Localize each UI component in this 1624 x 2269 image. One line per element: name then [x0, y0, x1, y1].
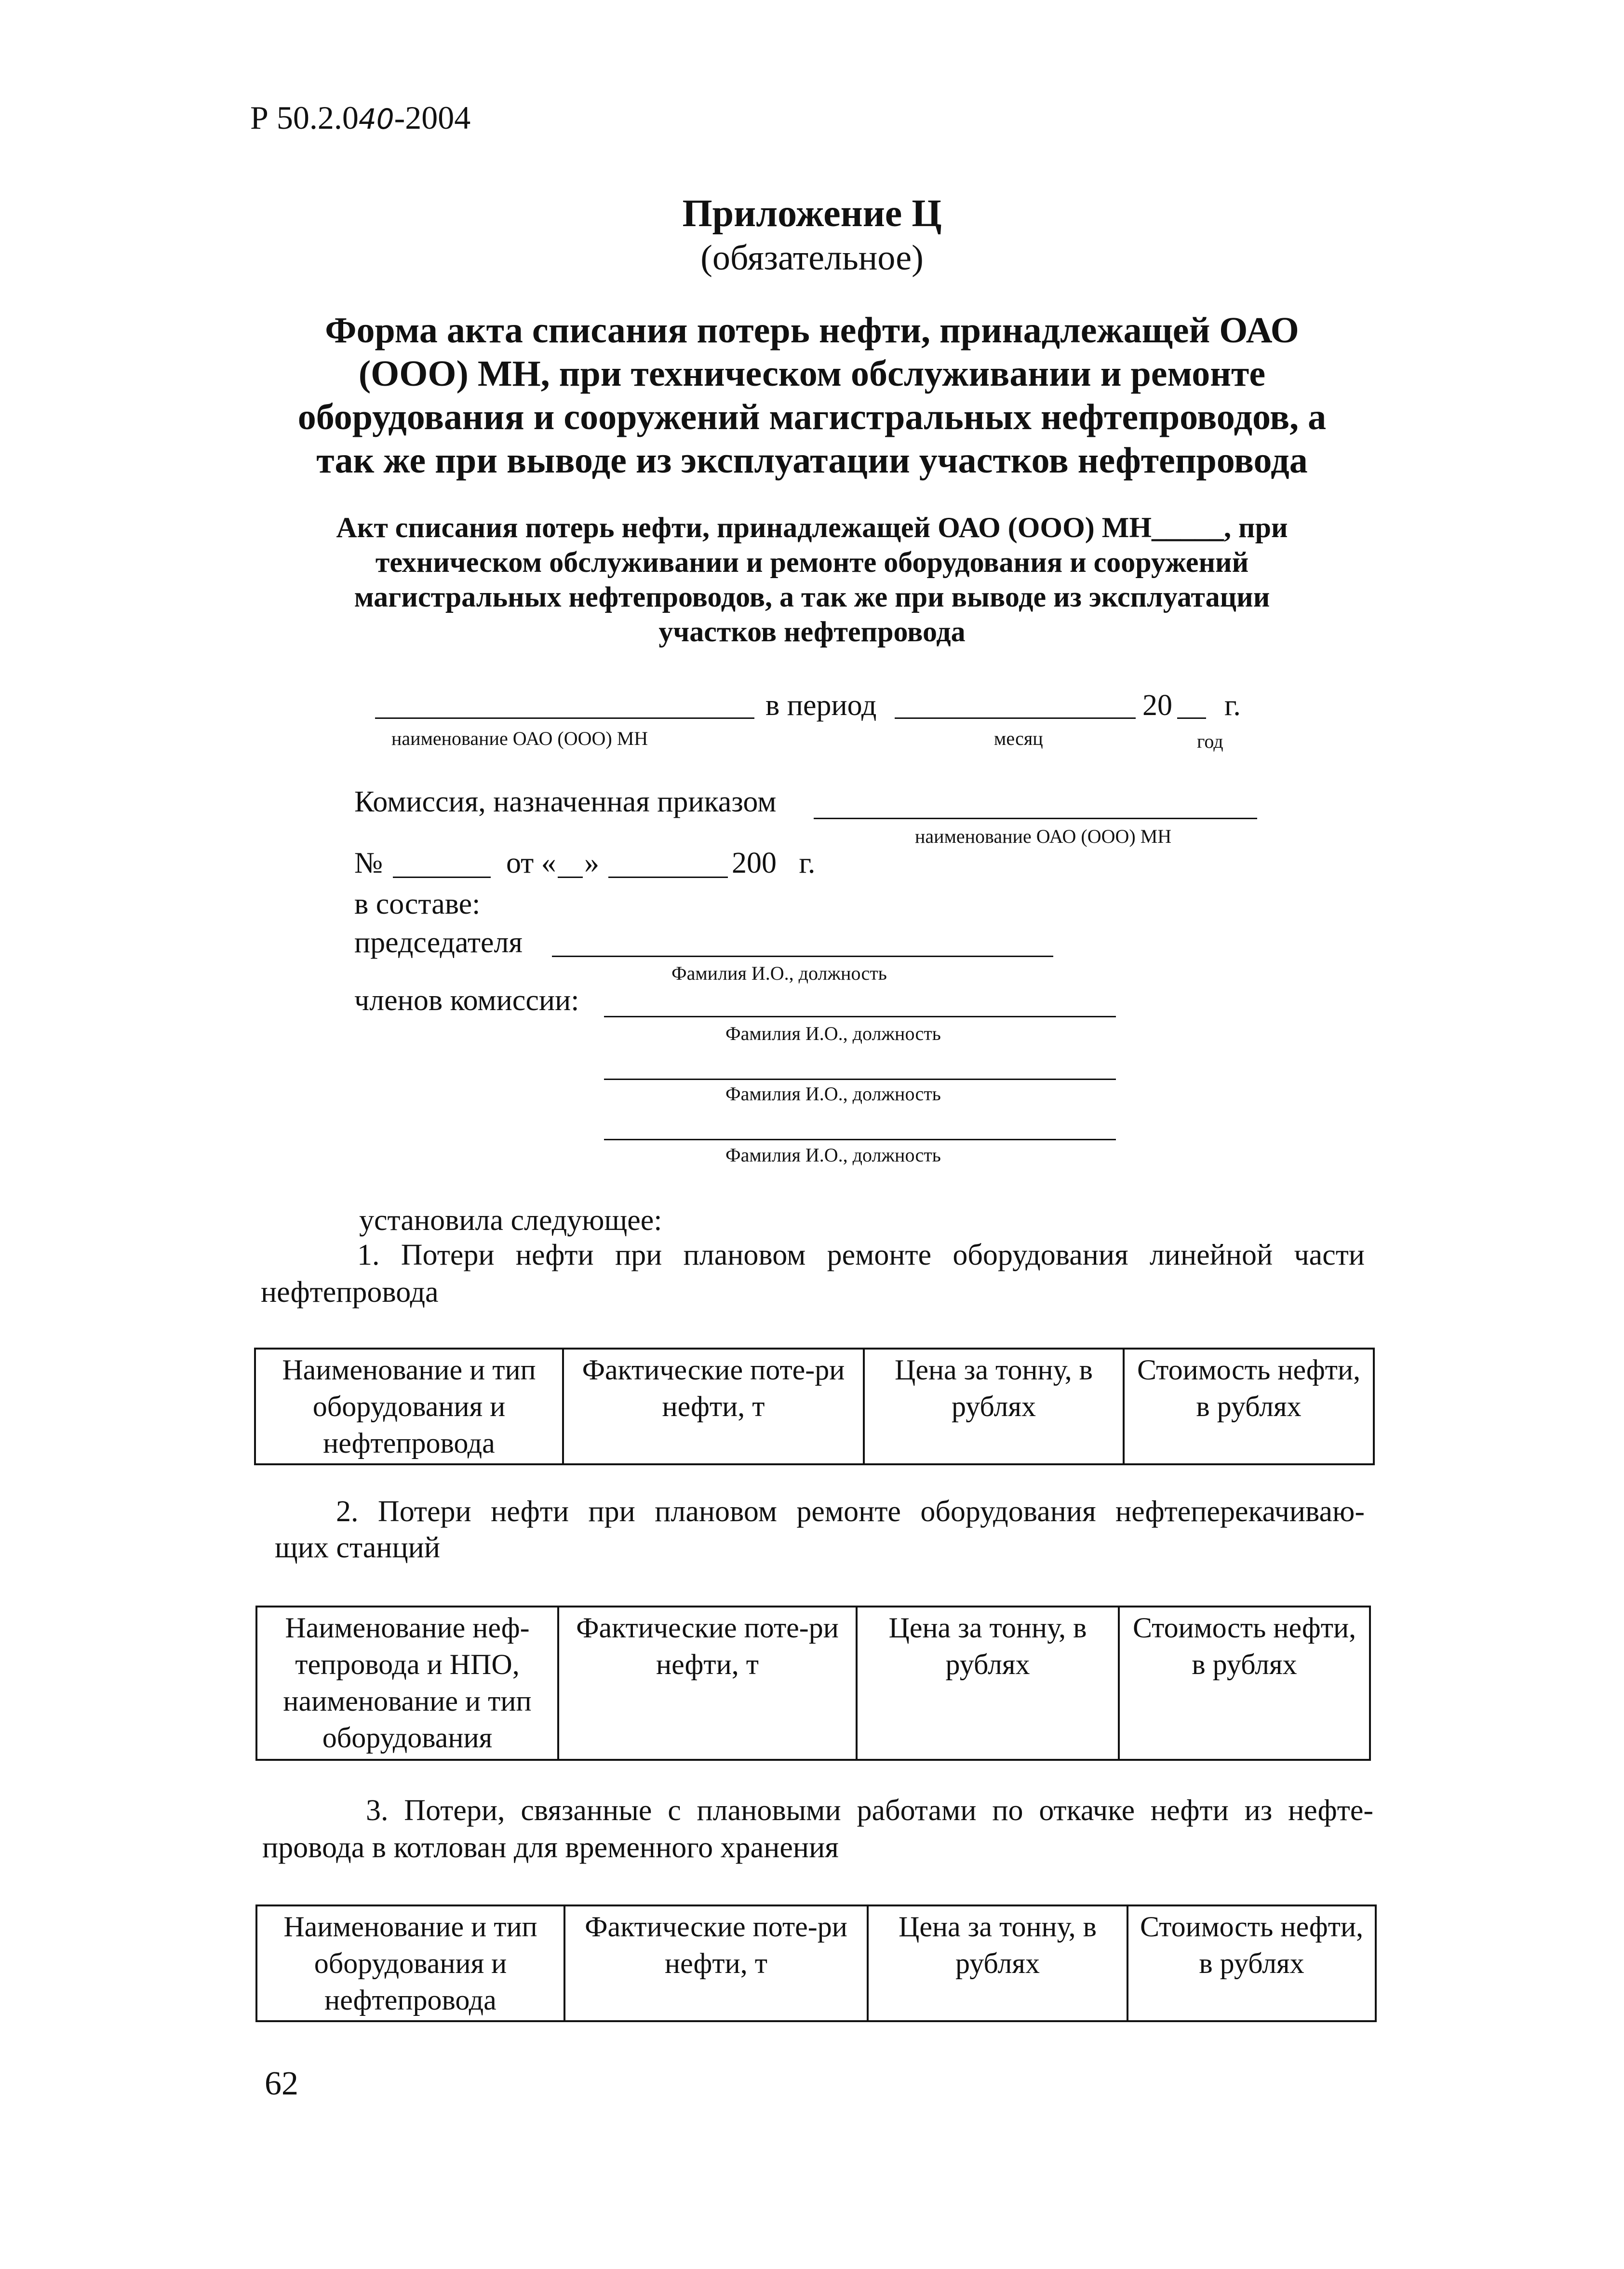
table-header-cell: Цена за тонну, в рублях — [864, 1349, 1124, 1464]
established-label: установила следующее: — [359, 1204, 662, 1237]
year-blank[interactable] — [1177, 717, 1206, 719]
section-2-text-cont: щих станций — [275, 1531, 441, 1564]
order-number-blank[interactable] — [393, 877, 491, 878]
document-code-prefix: Р 50.2.0 — [250, 99, 359, 136]
section-3-text-cont: провода в котлован для временного хранения — [262, 1831, 839, 1864]
document-code-suffix: -2004 — [394, 99, 471, 136]
order-year: 200 г. — [732, 847, 816, 879]
form-title-line: так же при выводе из эксплуатации участков нефтепровода — [316, 440, 1308, 481]
year-prefix: 20 — [1142, 689, 1172, 722]
month-caption: месяц — [994, 728, 1043, 749]
section-3-table — [255, 1904, 1377, 2022]
section-3-text: 3. Потери, связанные с плановыми работами по откачке нефти из нефте- — [366, 1794, 1373, 1827]
table-header-cell: Стоимость нефти, в рублях — [1127, 1905, 1376, 2021]
act-title-line: магистральных нефтепроводов, а так же при выводе из эксплуатации — [354, 581, 1270, 613]
table-header-row — [256, 1905, 1376, 2021]
member-blank-3[interactable] — [604, 1139, 1116, 1140]
member-caption-1: Фамилия И.О., должность — [725, 1023, 941, 1044]
period-label: в период — [765, 689, 877, 722]
section-1-text: 1. Потери нефти при плановом ремонте оборудования линейной части — [357, 1239, 1365, 1271]
table-header-row — [255, 1349, 1374, 1464]
members-label: членов комиссии: — [354, 984, 579, 1017]
commission-label: Комиссия, назначенная приказом — [354, 785, 777, 818]
member-caption-2: Фамилия И.О., должность — [725, 1083, 941, 1105]
order-org-blank[interactable] — [814, 818, 1257, 819]
table-header-row — [256, 1607, 1370, 1760]
form-title-line: (ООО) МН, при техническом обслуживании и ремонте — [358, 353, 1266, 394]
table-header-cell: Фактические поте-ри нефти, т — [563, 1349, 864, 1464]
section-1-table — [254, 1348, 1375, 1465]
section-2-table — [255, 1606, 1371, 1761]
form-title — [0, 309, 1624, 482]
table-header-cell: Цена за тонну, в рублях — [857, 1607, 1119, 1760]
chairman-label: председателя — [354, 926, 523, 959]
member-blank-2[interactable] — [604, 1079, 1116, 1080]
document-code — [250, 99, 470, 137]
act-title-line: участков нефтепровода — [658, 616, 966, 648]
page-number: 62 — [265, 2065, 298, 2102]
year-suffix: г. — [1224, 689, 1241, 722]
handwritten-number: 40 — [358, 103, 394, 135]
appendix-title: Приложение Ц — [682, 192, 942, 235]
composition-label: в составе: — [354, 888, 481, 920]
member-blank-1[interactable] — [604, 1016, 1116, 1017]
member-caption-3: Фамилия И.О., должность — [725, 1144, 941, 1166]
order-day-blank[interactable] — [558, 877, 583, 878]
act-title-line: Акт списания потерь нефти, принадлежащей ОАО (ООО) МН_____, при — [336, 512, 1288, 543]
appendix-subtitle: (обязательное) — [700, 238, 924, 278]
form-title-line: оборудования и сооружений магистральных нефтепроводов, а — [297, 397, 1327, 437]
table-header-cell: Стоимость нефти, в рублях — [1124, 1349, 1374, 1464]
table-header-cell: Наименование неф-тепровода и НПО, наименование и тип оборудования — [256, 1607, 558, 1760]
act-title-line: техническом обслуживании и ремонте оборудования и сооружений — [375, 546, 1249, 578]
table-header-cell: Наименование и тип оборудования и нефтепровода — [256, 1905, 564, 2021]
order-date-quote: » — [584, 847, 599, 879]
section-1-text-cont: нефтепровода — [261, 1276, 439, 1309]
year-caption: год — [1197, 730, 1223, 752]
form-title-line: Форма акта списания потерь нефти, принадлежащей ОАО — [325, 310, 1299, 351]
table-header-cell: Фактические поте-ри нефти, т — [564, 1905, 868, 2021]
month-blank[interactable] — [895, 717, 1136, 719]
order-date-from: от « — [506, 847, 556, 879]
chairman-blank[interactable] — [552, 956, 1053, 957]
org-name-blank[interactable] — [375, 717, 754, 719]
table-header-cell: Фактические поте-ри нефти, т — [558, 1607, 857, 1760]
org-name-caption: наименование ОАО (ООО) МН — [391, 728, 648, 749]
table-header-cell: Цена за тонну, в рублях — [868, 1905, 1127, 2021]
order-org-caption: наименование ОАО (ООО) МН — [915, 825, 1172, 847]
table-header-cell: Наименование и тип оборудования и нефтепровода — [255, 1349, 563, 1464]
order-month-blank[interactable] — [608, 877, 728, 878]
order-number-sign: № — [354, 847, 383, 879]
table-header-cell: Стоимость нефти, в рублях — [1119, 1607, 1370, 1760]
act-title — [0, 510, 1624, 649]
chairman-caption: Фамилия И.О., должность — [671, 962, 887, 984]
section-2-text: 2. Потери нефти при плановом ремонте оборудования нефтеперекачиваю- — [336, 1495, 1365, 1528]
